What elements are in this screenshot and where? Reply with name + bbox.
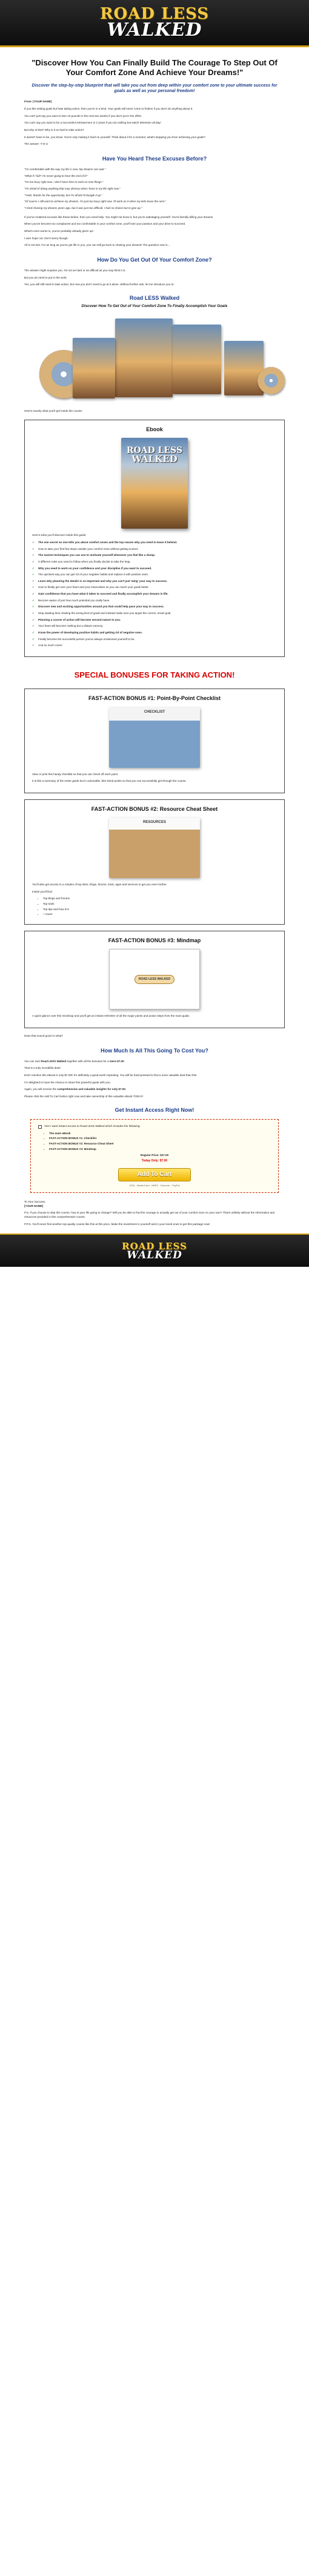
checklist-cover-label: CHECKLIST [144,710,165,714]
list-item: ✓ Stop wasting time chasing the wrong kind of goals and instead make sure you target the correct, smart goal. [32,612,171,615]
bundle-ebook [173,325,221,394]
howto-paragraph: Yes, you will still need to take action, but now you don't need to go at it alone. Without further ado, let me introduce you to: [24,283,174,286]
ebook-cover [121,438,188,529]
list-item: ✓ Know the power of developing positive habits and getting rid of negative ones. [32,631,143,635]
intro-paragraph: But why is that? Why is it so hard to take action? [24,128,84,131]
resource-sheet-image [109,817,200,878]
bundle-case [73,338,115,398]
footer-banner [0,1234,309,1267]
check-icon: ✓ [32,573,35,576]
excuse-quote: "I'm too busy right now. I don't have time to work on new things." [24,180,104,184]
footer-logo [122,1242,187,1260]
bonus-2-paragraph: You'll also get access to a rolodex of top sites, blogs, forums, tools, apps and services to get you even further. [32,883,167,887]
excuses-title: Have You Heard These Excuses Before? [102,155,207,162]
ebook-benefits-list [32,541,277,648]
ebook-lead: Here's what you'll discover inside this guide: [32,533,87,537]
brand-line1: ROAD LESS [99,4,210,23]
order-box [30,1119,279,1193]
order-items-list [49,1132,271,1152]
list-item: ✓ Planning a course of action will become second nature to you. [32,618,121,621]
bonus-1-box [24,689,285,793]
footer-brand-line1: ROAD LESS [122,1240,187,1252]
ebook-box [24,420,285,657]
prelude-text: Does that sound good or what? [24,1034,63,1037]
page-subhead: Discover the step-by-step blueprint that will take you out from deep within your comfort zone to your ultimate success for goals as well as your personal freedom! [32,83,277,93]
bonus-1-paragraph: View or print this handy checklist so that you can check off each point. [32,772,119,776]
list-item: • FAST-ACTION BONUS #1: Checklist [49,1137,271,1141]
order-confirm-row[interactable] [38,1125,271,1129]
list-item: ✓ How to finally get over your fears and your insecurities so you can reach your goals faster. [32,586,149,589]
product-title: Road LESS Walked [129,294,180,301]
list-item: ✓ Your fears will become nothing but a distant memory. [32,624,104,628]
list-item: • Top tips and how to's [43,908,277,912]
excuses-paragraph: If you've muttered excuses like these before, then you need help. You might not know it, but you're sabotaging yourself. You're literally killing your dreams. [24,215,214,219]
excuses-paragraph: What's even worse is, you've probably already given up! [24,229,94,233]
check-icon: ✓ [32,618,35,621]
bundle-box [115,319,173,397]
list-item: ✓ The easiest techniques you can use to motivate yourself whenever you feel like a slump. [32,553,156,557]
howto-section [24,269,285,287]
check-icon: ✓ [32,547,35,550]
product-subtitle: Discover How To Get Out of Your Comfort Zone To Finally Accomplish Your Goals [81,303,228,308]
list-item: ✓ Why you need to work on your confidence and your discipline if you want to succeed. [32,566,152,570]
check-icon: ✓ [32,644,35,647]
from-line: From: [YOUR NAME] [24,100,52,104]
resource-list [43,897,277,917]
signoff-line: To Your Success, [24,1200,46,1203]
bonus-1-title: FAST-ACTION BONUS #1: Point-By-Point Checklist [88,695,221,702]
intro-section [24,100,285,147]
cta-title: Get Instant Access Right Now! [115,1106,194,1113]
payment-cards: VISA · MasterCard · AMEX · Discover · PayPal [129,1184,180,1187]
list-item: ✓ Learn why planning the details is so important and why you can't just 'wing' your way to success. [32,579,168,583]
excuse-quote: "I tried chasing my dreams years ago, but it was just too difficult. I had no choice but to give up." [24,206,142,210]
cost-paragraph: Again, you will receive the comprehensive and valuable insights for only $7.00. [24,1088,127,1091]
intro-paragraph: It doesn't have to be, you know. You're only making it hard on yourself. Think about it for a moment, what's stopping you from achieving your goals? [24,135,206,139]
check-icon: ✓ [32,579,35,583]
brand-line2: WALKED [107,19,202,41]
page-headline: "Discover How You Can Finally Build The Courage To Step Out Of Your Comfort Zone And Achieve Your Dreams!" [32,58,277,78]
check-icon: ✓ [32,592,35,596]
list-item: ✓ Discover new and exciting opportunities around you that could help pave your way to success. [32,605,164,609]
bonus-3-title: FAST-ACTION BONUS #3: Mindmap [108,937,201,944]
list-item: ✓ Gain confidence that you have what it takes to succeed and finally accomplish your dreams in life. [32,592,168,596]
check-icon: ✓ [32,612,35,615]
bonuses-title: SPECIAL BONUSES FOR TAKING ACTION! [74,670,235,680]
check-icon: ✓ [32,540,35,544]
footer-brand-line2: WALKED [127,1249,182,1261]
list-item: • Top blogs and forums [43,897,277,901]
excuses-paragraph: All is not lost. For as long as you've got life in you, you can still go back to chasing your dreams! The question now is... [24,243,170,247]
excuses-paragraph: When you've become too complacent and too comfortable in your comfort zone, you'll lose your passion and your drive to succeed. [24,222,186,226]
bonus-2-paragraph: Inside you'll find: [32,890,53,893]
list-item: ✓ And so much more! [32,644,62,647]
sales-page [24,58,285,1226]
bonus-2-title: FAST-ACTION BONUS #2: Resource Cheat Sheet [91,805,218,812]
list-item: • The main eBook [49,1132,271,1136]
excuse-quote: "I'm comfortable with the way my life is now. My dreams can wait." [24,168,106,171]
list-item: • Top tools [43,902,277,907]
check-icon: ✓ [32,605,35,609]
list-item: • FAST-ACTION BONUS #3: Mindmap [49,1148,271,1152]
check-icon: ✓ [32,566,35,570]
excuses-paragraph: I sure hope not. Don't worry though. [24,236,68,240]
cost-paragraph: Don't mention this eBook is only $7.00!! It's definitely a good worth repeating. You will be hard-pressed to find a more valuable deal than this. [24,1073,198,1077]
ebook-title: Ebook [146,426,163,432]
bundle-disc [258,367,285,394]
checklist-cover-image [109,707,200,768]
mindmap-center-node: ROAD LESS WALKED [135,975,174,984]
excuse-quote: "I'm afraid of doing anything that may destroy what I have in my life right now." [24,187,121,190]
bonus-2-box [24,799,285,925]
bundle-tablet [224,341,264,395]
header-banner [0,0,309,47]
list-item: ✓ Finally become the successful person you've always envisioned yourself to be. [32,637,135,641]
check-icon: ✓ [32,586,35,589]
pps-paragraph: P.P.S. You'll never find another top-quality course like this at this price. Make the investment in yourself and in your loved ones to get this package now! [24,1222,210,1226]
cost-paragraph: I'm delighted to have the chance to share this powerful guide with you. [24,1080,111,1084]
excuse-quote: "Of course I still want to achieve my dreams. I'm just too busy right now. I'll work on it when my kids leave the nest." [24,200,167,203]
bonus-3-paragraph: A quick glance over this mindmap and you'll get an instant refresher of all the major points and action steps from the main guide. [32,1014,190,1018]
order-checkbox[interactable] [38,1125,42,1129]
ps-paragraph: P.S. If you choose to skip this course, how is your life going to change? Will you be able to find the courage to actually get out of your comfort zone on your own? That's unlikely without the information and resources provided in this comprehensive course. [24,1211,275,1218]
excuse-quote: "Yeah, thanks for the opportunity, but I'm afraid I'd bungle it up." [24,193,103,197]
excuse-quote: "What if I fail? I'm never going to hear the end of it!" [24,174,88,177]
check-icon: ✓ [32,631,35,635]
cost-title: How Much Is All This Going To Cost You? [101,1047,208,1054]
check-icon: ✓ [32,637,35,641]
mindmap-image [109,949,200,1009]
order-confirm-text: Yes! I want instant access to Road LESS Walked which includes the following: [44,1124,141,1128]
howto-paragraph: But you do need to put in the work. [24,276,67,279]
check-icon: ✓ [32,553,35,557]
list-item: ✓ The one secret no one tells you about comfort zones and the top reason why you need to leave it behind. [32,540,178,544]
product-bundle-image [24,314,285,405]
brand-logo [99,4,210,41]
list-item: ✓ The quickest way you can get rid of your negative habits and replace it with positive ones. [32,573,149,576]
signoff-section [24,1200,285,1226]
cover-line2: WALKED [131,454,178,465]
check-icon: ✓ [32,598,35,602]
intro-paragraph: You can't just say you want to lose 10 pounds in the next two weeks if you don't put in the effort. [24,114,142,117]
today-price: Today Only: $7.00 [141,1158,168,1163]
check-icon: ✓ [32,624,35,628]
excuses-section [24,168,285,248]
bonus-1-paragraph: It is like a summary of the entire guide but in actionable, bite-sized points so that you can successfully get through the course. [32,779,187,783]
list-item: • + more! [43,913,277,917]
list-item: ✓ Become aware of just how much potential you really have. [32,598,110,602]
howto-title: How Do You Get Out Of Your Comfort Zone? [97,256,212,263]
list-item: ✓ How to take your first few steps outside your comfort zone without getting scared. [32,547,139,550]
howto-paragraph: The answer might surprise you. It's not as hard or as difficult as you may think it is. [24,268,126,272]
course-contents-lead: Here's exactly what you'll get inside the course: [24,409,83,413]
cost-section [24,1060,285,1099]
resource-sheet-label: RESOURCES [142,821,166,825]
intro-paragraph: The answer: Y-O-U [24,142,48,146]
cost-paragraph: Please click the Add To Cart button right now and take ownership of this valuable eBook TODAY! [24,1094,144,1098]
intro-paragraph: You can't say you want to be a successful entrepreneur in 2 years if you do nothing but watch television all day! [24,121,161,125]
cover-line1: ROAD LESS [126,446,183,456]
signoff-name: [YOUR NAME] [24,1204,44,1207]
regular-price: Regular Price: $27.00 [140,1154,169,1157]
intro-paragraph: If you like setting goals but hate taking action, then you're in a bind. Your goals will never come to fruition if you don't do anything about it. [24,107,193,111]
list-item: • FAST-ACTION BONUS #2: Resource Cheat Sheet [49,1142,271,1146]
add-to-cart-button[interactable]: Add To Cart [118,1168,191,1181]
cost-paragraph: You can own Road LESS Walked together with all the bonuses for a mere $7.00. [24,1059,125,1063]
cost-paragraph: That is a truly incredible deal! [24,1066,61,1070]
list-item: ✓ 3 different rules you need to follow when you finally decide to take the leap. [32,560,131,563]
check-icon: ✓ [32,560,35,563]
bonus-3-box [24,931,285,1028]
